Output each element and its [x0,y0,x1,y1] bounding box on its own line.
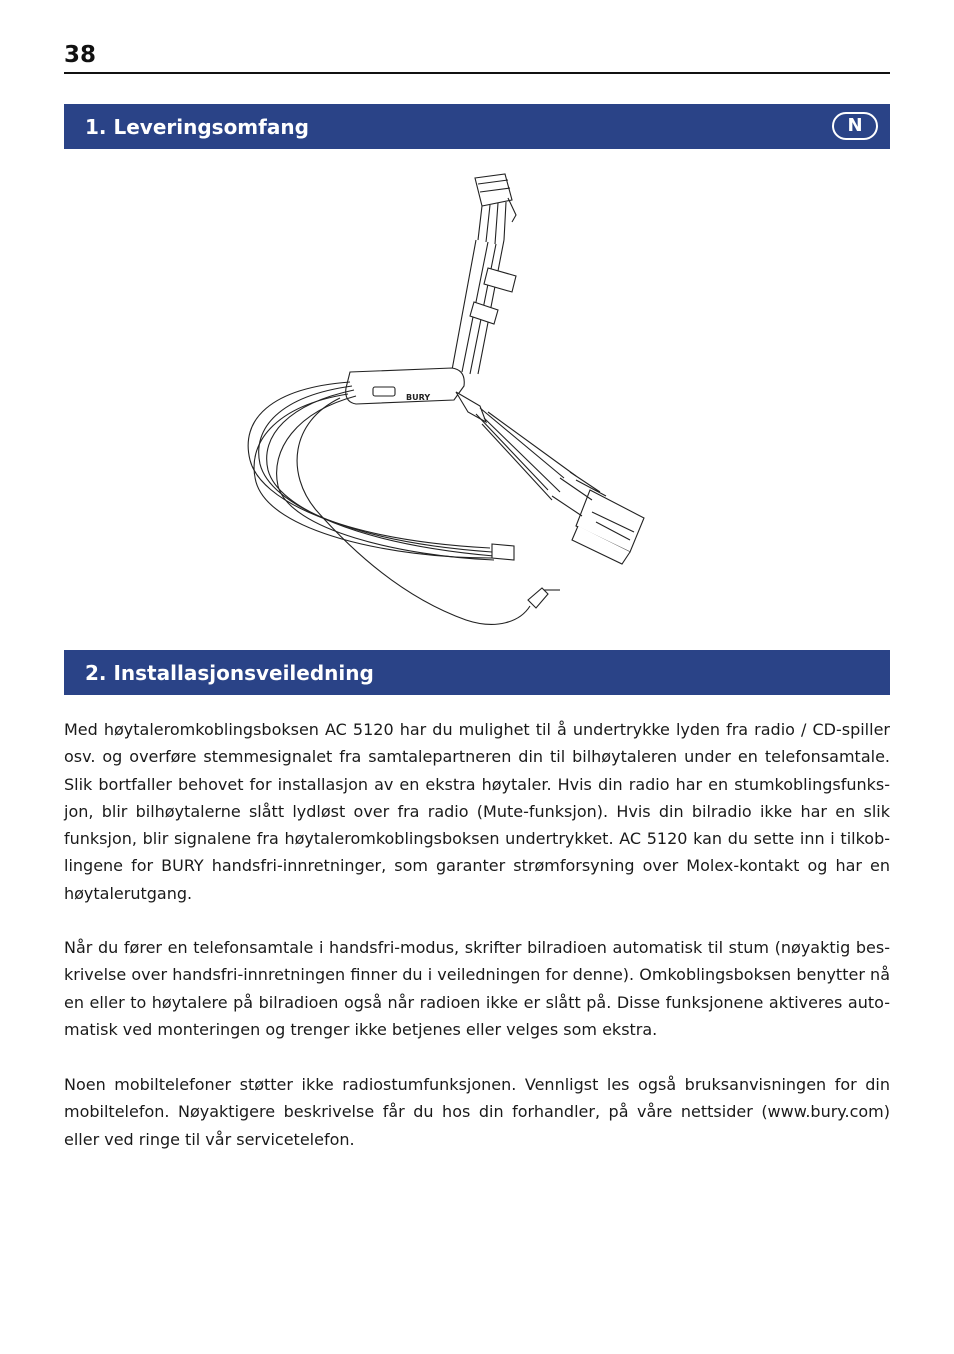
cable-harness-illustration [230,160,660,640]
side-tab-2 [470,302,498,324]
box-brand-label: BURY [406,393,431,402]
molex-plug [492,544,514,560]
page-number: 38 [64,42,97,68]
audio-jack-plug [528,588,548,608]
section-title: 1. Leveringsomfang [85,115,309,139]
body-paragraph: Med høytaleromkoblingsboksen AC 5120 har du mulighet til å undertrykke lyden fra radio / CD-spiller osv. og overføre stemmesignalet fra samtalepartneren din til bilhøytaleren under en telefonsamtale. Slik bortfaller behovet for installasjon av en ekstra høytaler. Hvis din radio har en stumkoblingsfunks-jon, blir bilhøytalerne slått lydløst over fra radio (Mute-funksjon). Hvis din bilradio ikke har en slik funksjon, blir signalene fra høytaleromkoblingsboksen undertrykket. AC 5120 kan du sette inn i tilkob-lingene for BURY handsfri-innretninger, som garanter strømforsyning over Molex-kontakt og har en høytalerutgang. [64,720,890,903]
section-header-delivery [64,104,890,149]
section-title: 2. Installasjonsveiledning [85,661,374,685]
side-tab-1 [484,268,516,292]
body-paragraph: Når du fører en telefonsamtale i handsfri-modus, skrifter bilradioen automatisk til stum (nøyaktig bes-krivelse over handsfri-innretningen finner du i veiledningen for denne). Omkoblingsboksen benytter nå en eller to høytalere på bilradioen også når radioen ikke er slått på. Disse funksjonene aktiveres auto-matisk ved monteringen og trenger ikke betjenes eller velges som ekstra. [64,938,890,1039]
header-rule [64,72,890,74]
language-badge: N [832,112,878,140]
switch-box [346,368,465,404]
body-paragraph: Noen mobiltelefoner støtter ikke radiostumfunksjonen. Vennligst les også bruksanvisningen for din mobiltelefon. Nøyaktigere beskrivelse får du hos din forhandler, på våre nettsider (www.bury.com) eller ved ringe til vår servicetelefon. [64,1075,890,1149]
section-header-installation [64,650,890,695]
